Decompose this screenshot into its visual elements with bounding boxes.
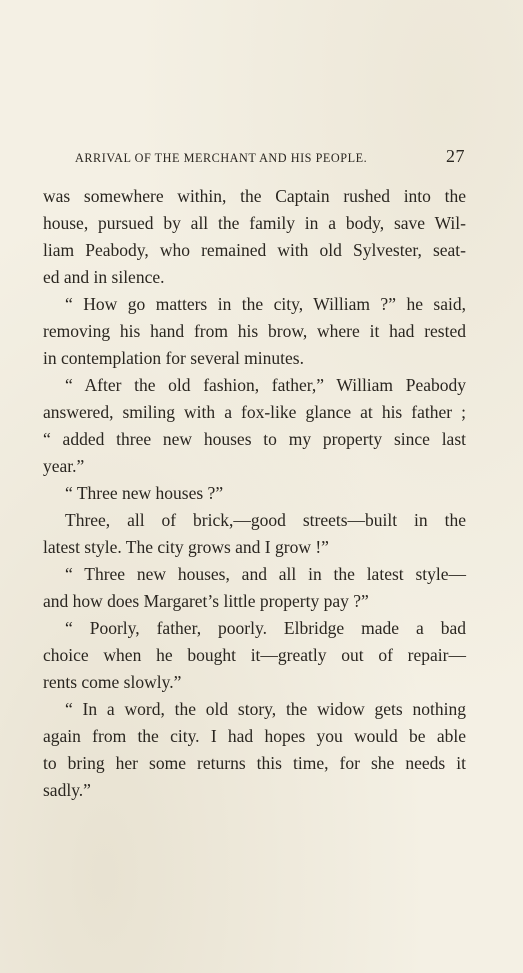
running-title: ARRIVAL OF THE MERCHANT AND HIS PEOPLE.	[75, 151, 368, 165]
page-number: 27	[446, 146, 465, 166]
text-line: “ Poorly, father, poorly. Elbridge made a bad	[65, 618, 466, 638]
text-line: to bring her some returns this time, for she needs it	[43, 753, 466, 773]
text-line: “ added three new houses to my property since last	[43, 429, 466, 449]
text-line: and how does Margaret’s little property pay ?”	[43, 591, 369, 611]
text-line: removing his hand from his brow, where it had rested	[43, 321, 466, 341]
text-line: in contemplation for several minutes.	[43, 348, 304, 368]
body-text	[43, 183, 466, 804]
text-line: Three, all of brick,—good streets—built in the	[65, 510, 466, 530]
text-line: ed and in silence.	[43, 267, 165, 287]
text-line: “ How go matters in the city, William ?” he said,	[65, 294, 466, 314]
text-line: “ In a word, the old story, the widow gets nothing	[65, 699, 466, 719]
text-line: was somewhere within, the Captain rushed into the	[43, 186, 466, 206]
text-line: choice when he bought it—greatly out of repair—	[43, 645, 466, 665]
text-line: “ After the old fashion, father,” William Peabody	[65, 375, 466, 395]
text-line: answered, smiling with a fox-like glance at his father ;	[43, 402, 466, 422]
text-line: house, pursued by all the family in a body, save Wil-	[43, 213, 466, 233]
text-line: liam Peabody, who remained with old Sylvester, seat-	[43, 240, 466, 260]
text-line: sadly.”	[43, 780, 91, 800]
text-line: rents come slowly.”	[43, 672, 182, 692]
text-line: again from the city. I had hopes you would be able	[43, 726, 466, 746]
running-head	[75, 146, 465, 172]
text-line: “ Three new houses ?”	[65, 483, 224, 503]
text-line: latest style. The city grows and I grow !”	[43, 537, 329, 557]
text-line: year.”	[43, 456, 85, 476]
text-line: “ Three new houses, and all in the latest style—	[65, 564, 466, 584]
